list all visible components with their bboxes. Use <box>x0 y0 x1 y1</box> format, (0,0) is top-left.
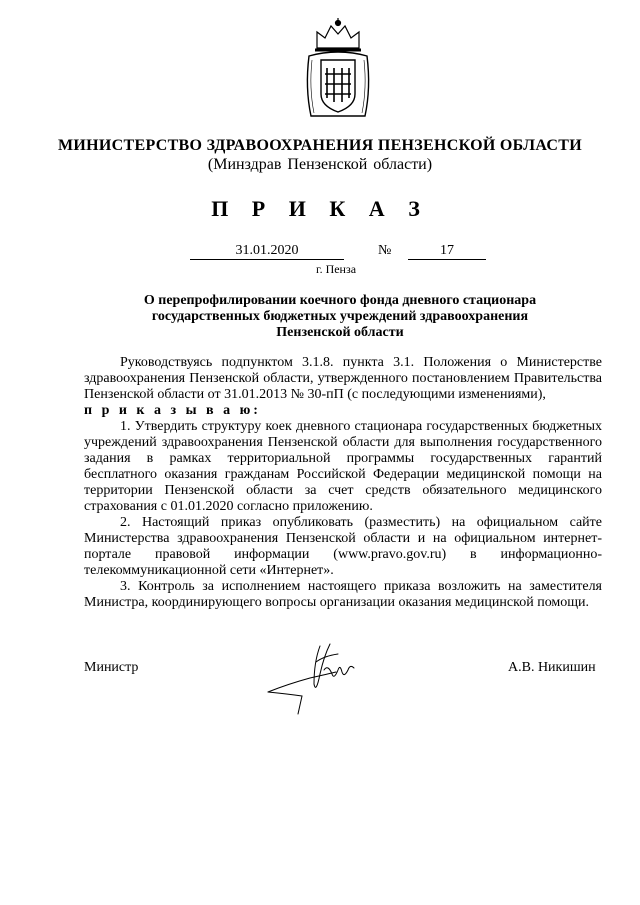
ministry-name: МИНИСТЕРСТВО ЗДРАВООХРАНЕНИЯ ПЕНЗЕНСКОЙ ОБЛАСТИ <box>58 137 582 154</box>
order-number: 17 <box>408 243 486 260</box>
handwritten-signature-icon <box>258 634 368 718</box>
number-sign: № <box>378 243 392 258</box>
order-word <box>84 403 602 419</box>
order-item-3: 3. Контроль за исполнением настоящего приказа возложить на заместителя Министра, координирующего вопросы организации оказания медицинской помощи. <box>84 579 602 610</box>
order-city: г. Пенза <box>316 262 357 276</box>
coat-of-arms-icon <box>303 18 373 122</box>
order-date: 31.01.2020 <box>190 243 344 260</box>
order-item-1: 1. Утвердить структуру коек дневного стационара государственных бюджетных учреждений здравоохранения Пензенской области для выполнения государственного задания в рамках территориальной программы государственных гарантий бесплатного оказания гражданам Российской Федерации медицинской помощи на территории Пензенской области за счет средств обязательного медицинского страхования с 01.01.2020 согласно приложению. <box>84 419 602 514</box>
signatory-name: А.В. Никишин <box>508 660 596 675</box>
order-word-text: п р и к а з ы в а ю: <box>84 403 261 418</box>
order-item-2: 2. Настоящий приказ опубликовать (разместить) на официальном сайте Министерства здравоохранения Пензенской области и на официальном интернет-портале правовой информации (www.pravo.gov.ru) в информационно-телекоммуникационной сети «Интернет». <box>84 515 602 578</box>
document-type: П Р И К А З <box>211 196 429 221</box>
signatory-position: Министр <box>84 660 139 675</box>
order-body <box>84 355 602 611</box>
order-subject: О перепрофилировании коечного фонда дневного стационара государственных бюджетных учреждений здравоохранения Пензенской области <box>143 293 537 340</box>
preamble: Руководствуясь подпунктом 3.1.8. пункта 3.1. Положения о Министерстве здравоохранения Пензенской области, утвержденного постановлением Правительства Пензенской области от 31.01.2013 № 30-пП (с последующими изменениями), <box>84 355 602 402</box>
ministry-short-name: (Минздрав Пензенской области) <box>207 156 433 173</box>
